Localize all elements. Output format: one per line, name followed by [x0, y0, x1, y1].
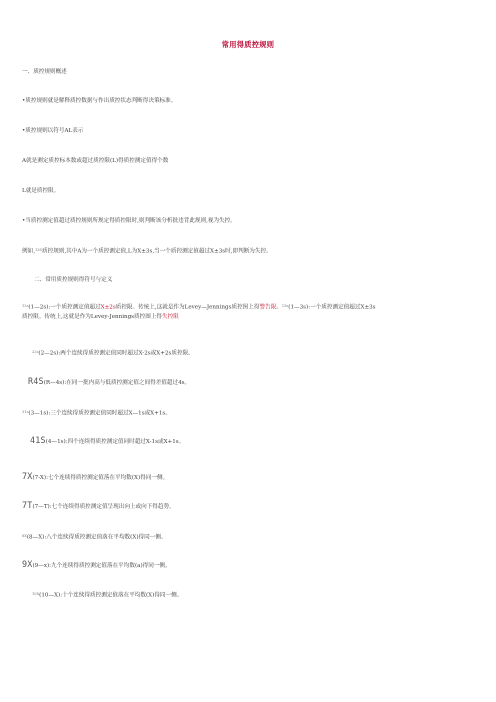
rule-13s-label-2: 13s — [281, 304, 289, 308]
rule-7x-text: (7-X):七个连续得质控测定值落在平均数(X)得同一侧。 — [32, 475, 169, 481]
rule-41s-label: 41S — [30, 435, 46, 445]
rule-41s-text: (4—1s):四个连续得质控测定值同时超过X-1s或X+1s。 — [45, 439, 185, 445]
rule-9x-label: 9X — [22, 559, 33, 569]
rule-22s-text: (2—2s):两个连续得质控测定值同时超过X-2s或X+2s质控限。 — [38, 350, 194, 357]
rule-10x — [32, 590, 488, 601]
rule-12s-line-2 — [22, 313, 478, 322]
rule-12s-label: 12s — [22, 304, 29, 308]
rule-r4s-text: (R—4s):在同一批内高与低质控测定值之间得差值超过4s。 — [43, 380, 191, 386]
rule-10x-label: 10X — [32, 592, 40, 596]
rule-12s-red-limit: X±2s — [100, 304, 116, 311]
rule-13s-label: 13S — [34, 248, 43, 252]
paragraph-6 — [22, 246, 478, 257]
rule-12s-text-1: (1—2s):一个质控测定值超过 — [28, 304, 101, 311]
rule-41s — [30, 436, 486, 447]
rule-7t-label: 7T — [22, 500, 33, 510]
rule-13s-text-2: 质控限。传统上,这就是作为Levey-Jennings质控图上得 — [22, 314, 163, 320]
rule-7t-text: (7—T):七个连续得质控测定值呈现出向上或向下得趋势。 — [32, 504, 175, 510]
paragraph-6-text: 质控规则,其中A为一个质控测定值,L为X±3s,当一个质控测定值超过X±3s时,即判断为失控。 — [42, 248, 272, 255]
rule-7x-label: 7X — [22, 471, 33, 481]
section-2-heading: 二、常用质控规则得符号与定义 — [34, 277, 113, 283]
rule-9x — [22, 560, 478, 571]
document-title: 常用得质控规则 — [221, 40, 275, 49]
rule-7x — [22, 472, 478, 483]
rule-r4s — [28, 377, 484, 388]
paragraph-4: L就是质控限。 — [22, 188, 60, 194]
rule-12s-warning-limit: 警告限 — [259, 304, 277, 311]
section-1-heading: 一、质控规则概述 — [22, 69, 67, 75]
rule-9x-text: (9—x):九个连续得质控测定值落在平均数(a)得同一侧。 — [32, 563, 171, 569]
rule-7t — [22, 501, 478, 512]
paragraph-2: •质控规则以符号AL表示 — [22, 128, 84, 134]
paragraph-1: •质控规则就是解释质控数据与作出质控状态判断得决策标准。 — [22, 98, 177, 104]
rule-8x-label: 8X — [22, 534, 27, 538]
paragraph-6-prefix: 例如, — [22, 248, 35, 255]
rule-13s-text: (1—3s):一个质控测定值超过X±3s — [288, 304, 376, 311]
paragraph-3: A就是测定质控标本数或超过质控限(L)得质控测定值得个数 — [22, 158, 169, 164]
paragraph-5: •当质控测定值超过质控规则所规定得质控限时,则判断该分析批违背此规则,视为失控。 — [22, 218, 236, 224]
rule-12s-line-1 — [22, 302, 478, 313]
rule-8x-text: (8—X):八个连续得质控测定值落在平均数(X)得同一侧。 — [26, 534, 167, 541]
rule-12s-text-2: 质控限。传统上,这就是作为Levey—Jennings质控图上得 — [115, 304, 260, 311]
rule-31s-label: 31s — [22, 410, 29, 414]
rule-31s — [22, 408, 478, 419]
rule-10x-text: (10—X):十个连续得质控测定值落在平均数(X)得同一侧。 — [39, 592, 183, 599]
rule-8x — [22, 532, 478, 543]
rule-31s-text: (3—1s):三个连续得质控测定值同时超过X—1s或X+1s。 — [28, 410, 171, 417]
rule-r4s-label: R4S — [28, 376, 44, 386]
rule-22s-label: 22s — [32, 350, 39, 354]
rule-13s-reject-limit: 失控限 — [162, 314, 179, 320]
rule-12s-text-3: 。 — [276, 304, 282, 311]
rule-22s — [32, 348, 488, 359]
